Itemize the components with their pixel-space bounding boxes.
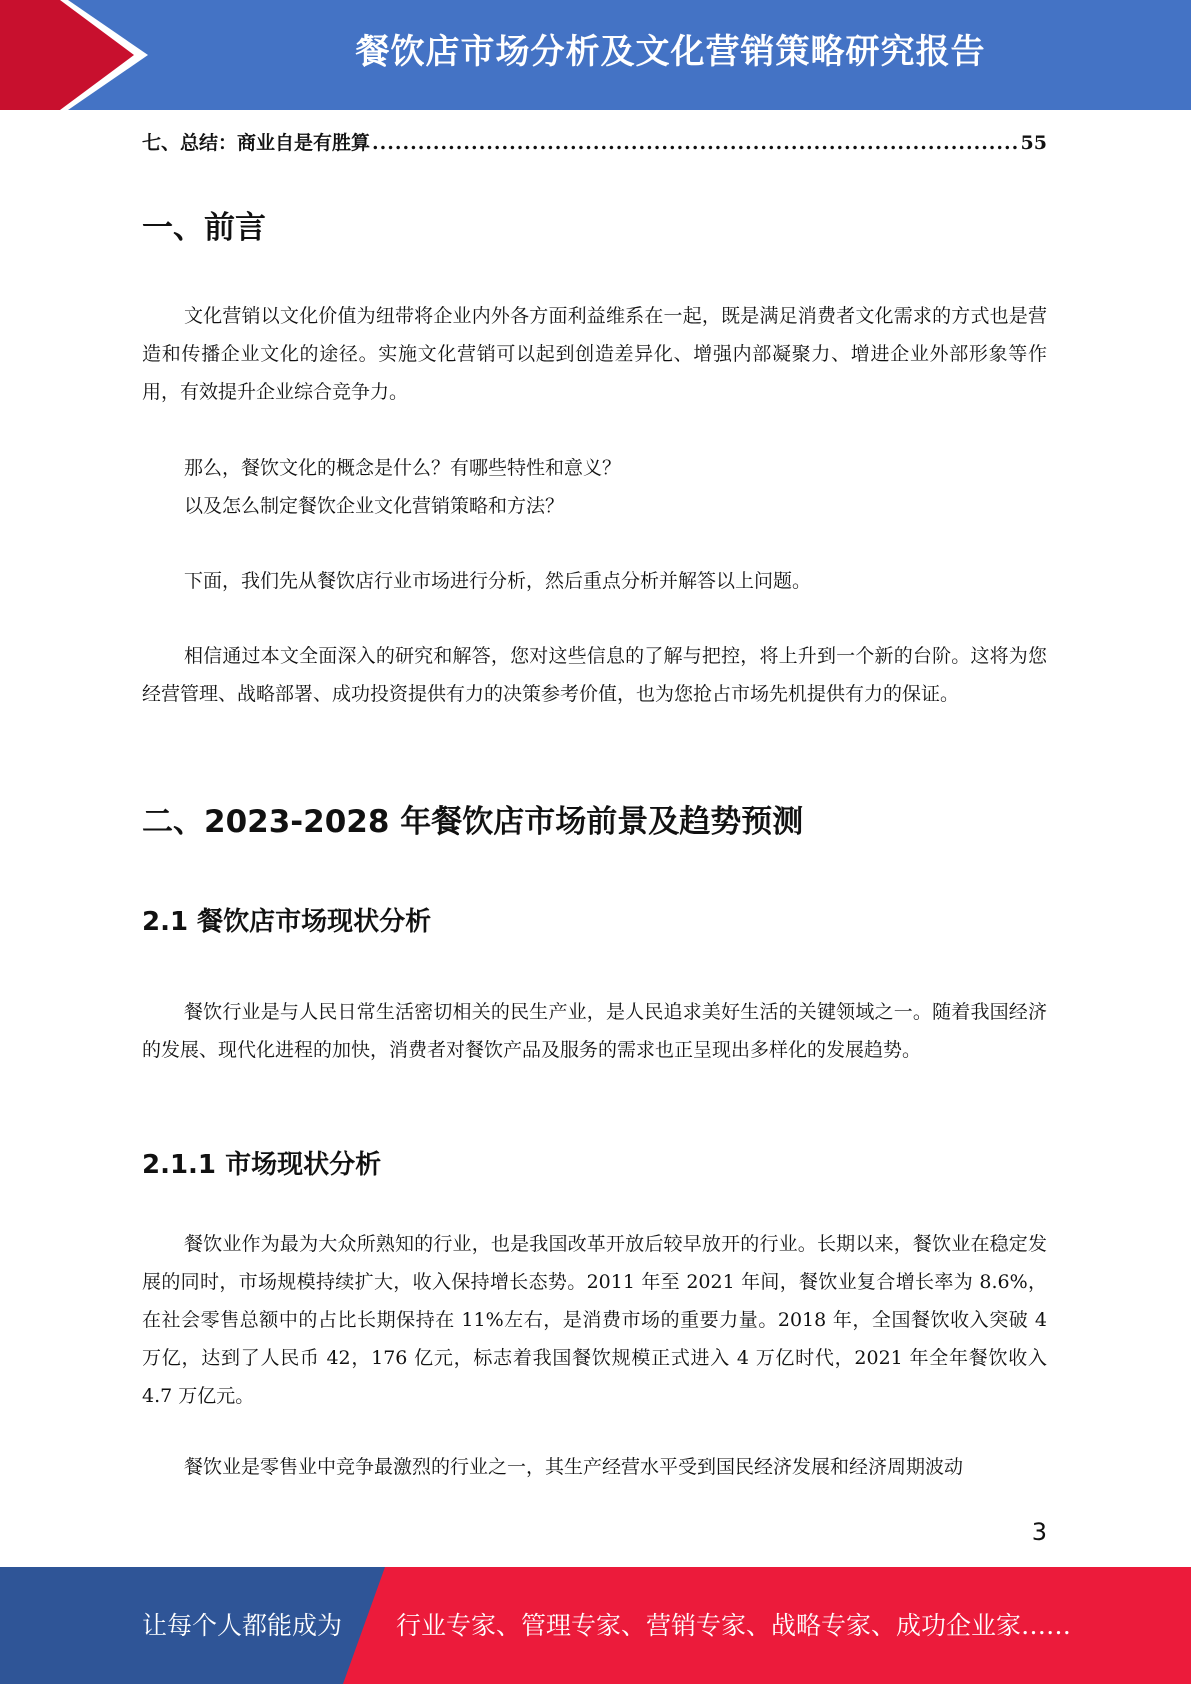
chevron-arrow-icon (0, 0, 160, 110)
header-banner (0, 0, 1191, 110)
footer-banner (0, 1567, 1191, 1684)
footer-slogan-right: 行业专家、管理专家、营销专家、战略专家、成功企业家…… (396, 1611, 1072, 1640)
toc-entry[interactable] (142, 128, 1047, 155)
toc-entry-page: 55 (1020, 132, 1047, 154)
subsection-heading-2-1-1: 2.1.1 市场现状分析 (142, 1150, 382, 1180)
paragraph: 那么，餐饮文化的概念是什么？有哪些特性和意义？ (184, 457, 622, 479)
paragraph: 餐饮业是零售业中竞争最激烈的行业之一，其生产经营水平受到国民经济发展和经济周期波动 (184, 1456, 964, 1478)
paragraph: 餐饮行业是与人民日常生活密切相关的民生产业，是人民追求美好生活的关键领域之一。随着我国经济的发展、现代化进程的加快，消费者对餐饮产品及服务的需求也正呈现出多样化的发展趋势。 (142, 1001, 1047, 1061)
paragraph: 文化营销以文化价值为纽带将企业内外各方面利益维系在一起，既是满足消费者文化需求的方式也是营造和传播企业文化的途径。实施文化营销可以起到创造差异化、增强内部凝聚力、增进企业外部形象等作用，有效提升企业综合竞争力。 (142, 305, 1047, 403)
subsection-heading-2-1: 2.1 餐饮店市场现状分析 (142, 907, 432, 937)
paragraph: 下面，我们先从餐饮店行业市场进行分析，然后重点分析并解答以上问题。 (184, 570, 812, 592)
section-heading-preface: 一、前言 (142, 210, 266, 246)
toc-leader-dots (372, 132, 1019, 154)
section-heading-forecast: 二、2023-2028 年餐饮店市场前景及趋势预测 (142, 804, 804, 840)
report-title: 餐饮店市场分析及文化营销策略研究报告 (355, 32, 986, 72)
paragraph: 餐饮业作为最为大众所熟知的行业，也是我国改革开放后较早放开的行业。长期以来，餐饮业在稳定发展的同时，市场规模持续扩大，收入保持增长态势。2011 年至 2021 年间，餐饮业复合增长率为 8.6%，在社会零售总额中的占比长期保持在 11%左右，是消费市场的重要力量。2018 年，全国餐饮收入突破 4 万亿，达到了人民币 42，176 亿元，标志着我国餐饮规模正式进入 4 万亿时代，2021 年全年餐饮收入 4.7 万亿元。 (142, 1233, 1047, 1407)
toc-entry-label: 七、总结：商业自是有胜算 (142, 132, 371, 154)
footer-slogan-left: 让每个人都能成为 (142, 1611, 343, 1640)
paragraph: 以及怎么制定餐饮企业文化营销策略和方法？ (184, 495, 565, 517)
paragraph: 相信通过本文全面深入的研究和解答，您对这些信息的了解与把控，将上升到一个新的台阶。这将为您经营管理、战略部署、成功投资提供有力的决策参考价值，也为您抢占市场先机提供有力的保证。 (142, 645, 1047, 705)
page-number: 3 (1031, 1518, 1047, 1546)
